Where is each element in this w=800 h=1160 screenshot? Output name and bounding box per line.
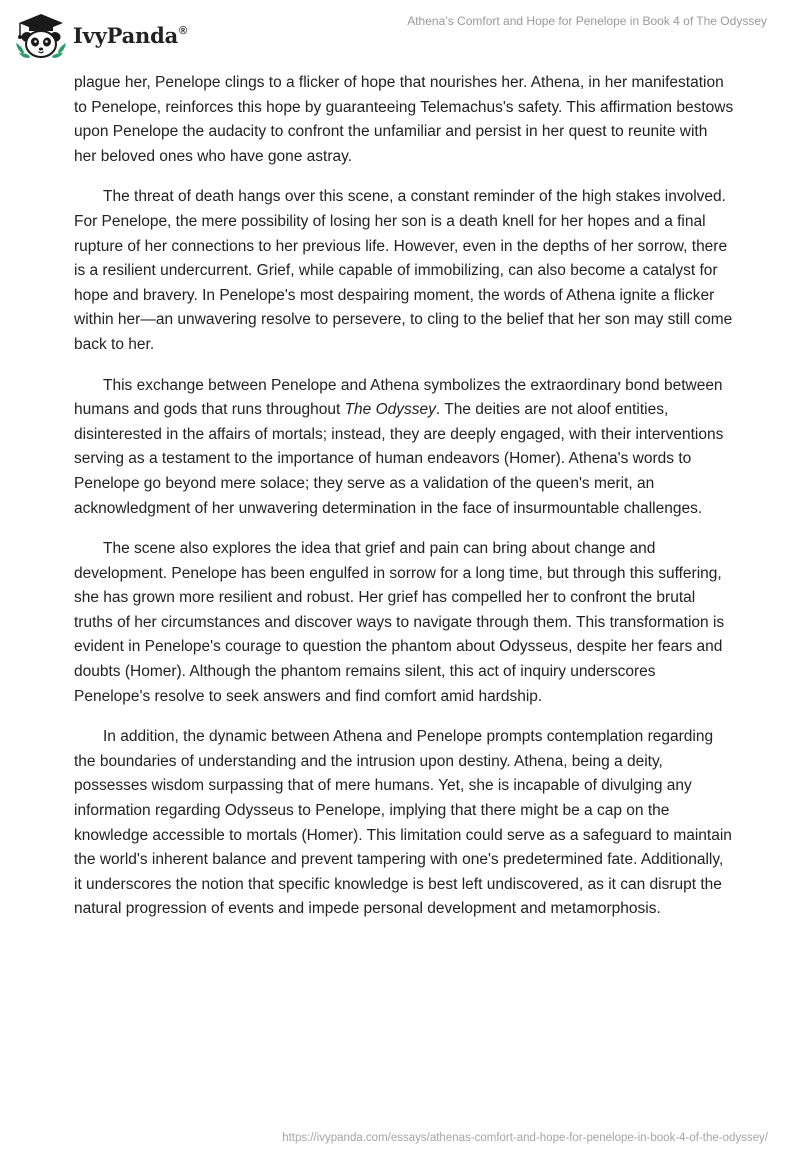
source-url[interactable]: https://ivypanda.com/essays/athenas-comfort-and-hope-for-penelope-in-book-4-of-the-odyssey/ (282, 1132, 768, 1144)
registered-mark: ® (179, 24, 187, 37)
paragraph-text: This exchange between Penelope and Athena symbolizes the extraordinary bond between humans and gods that runs throughout (74, 376, 723, 419)
running-title: Athena’s Comfort and Hope for Penelope in Book 4 of The Odyssey (407, 14, 767, 28)
paragraph (74, 374, 734, 522)
logo-wordmark: IvyPanda® (73, 22, 187, 48)
paragraph-text: . The deities are not aloof entities, disinterested in the affairs of mortals; instead, they are deeply engaged, with their interventions serving as a testament to the importance of human endeavors (Homer). Athena's words to Penelope go beyond mere solace; they serve as a validation of the queen's merit, an acknowledgment of her unwavering determination in the face of insurmountable challenges. (74, 401, 724, 517)
page-header (0, 0, 800, 70)
paragraph: In addition, the dynamic between Athena and Penelope prompts contemplation regarding the boundaries of understanding and the intrusion upon destiny. Athena, being a deity, possesses wisdom surpassing that of mere humans. Yet, she is incapable of divulging any information regarding Odysseus to Penelope, implying that there might be a cap on the knowledge accessible to mortals (Homer). This limitation could serve as a safeguard to maintain the world's inherent balance and prevent tampering with one's predetermined fate. Additionally, it underscores the notion that specific knowledge is best left undiscovered, as it can disrupt the natural progression of events and impede personal development and metamorphosis. (74, 728, 732, 918)
paragraph: The scene also explores the idea that grief and pain can bring about change and development. Penelope has been engulfed in sorrow for a long time, but through this suffering, she has grown more resilient and robust. Her grief has compelled her to confront the brutal truths of her circumstances and discover ways to navigate through them. This transformation is evident in Penelope's courage to question the phantom about Odysseus, despite her fears and doubts (Homer). Although the phantom remains silent, this act of inquiry underscores Penelope's resolve to seek answers and find comfort amid hardship. (74, 540, 725, 705)
essay-body (74, 71, 734, 938)
ivypanda-logo[interactable] (13, 10, 188, 60)
paragraph-continued: plague her, Penelope clings to a flicker of hope that nourishes her. Athena, in her manifestation to Penelope, reinforces this hope by guaranteeing Telemachus's safety. This affirmation bestows upon Penelope the audacity to confront the unfamiliar and persist in her quest to reunite with her beloved ones who have gone astray. (74, 74, 734, 165)
work-title: The Odyssey (344, 401, 436, 419)
panda-graduate-icon (13, 10, 69, 60)
paragraph: The threat of death hangs over this scene, a constant reminder of the high stakes involved. For Penelope, the mere possibility of losing her son is a death knell for her hopes and a final rupture of her connections to her previous life. However, even in the depths of her sorrow, there is a resilient undercurrent. Grief, while capable of immobilizing, can also become a catalyst for hope and bravery. In Penelope's most despairing moment, the words of Athena ignite a flicker within her—an unwavering resolve to persevere, to cling to the belief that her son may still come back to her. (74, 188, 733, 353)
